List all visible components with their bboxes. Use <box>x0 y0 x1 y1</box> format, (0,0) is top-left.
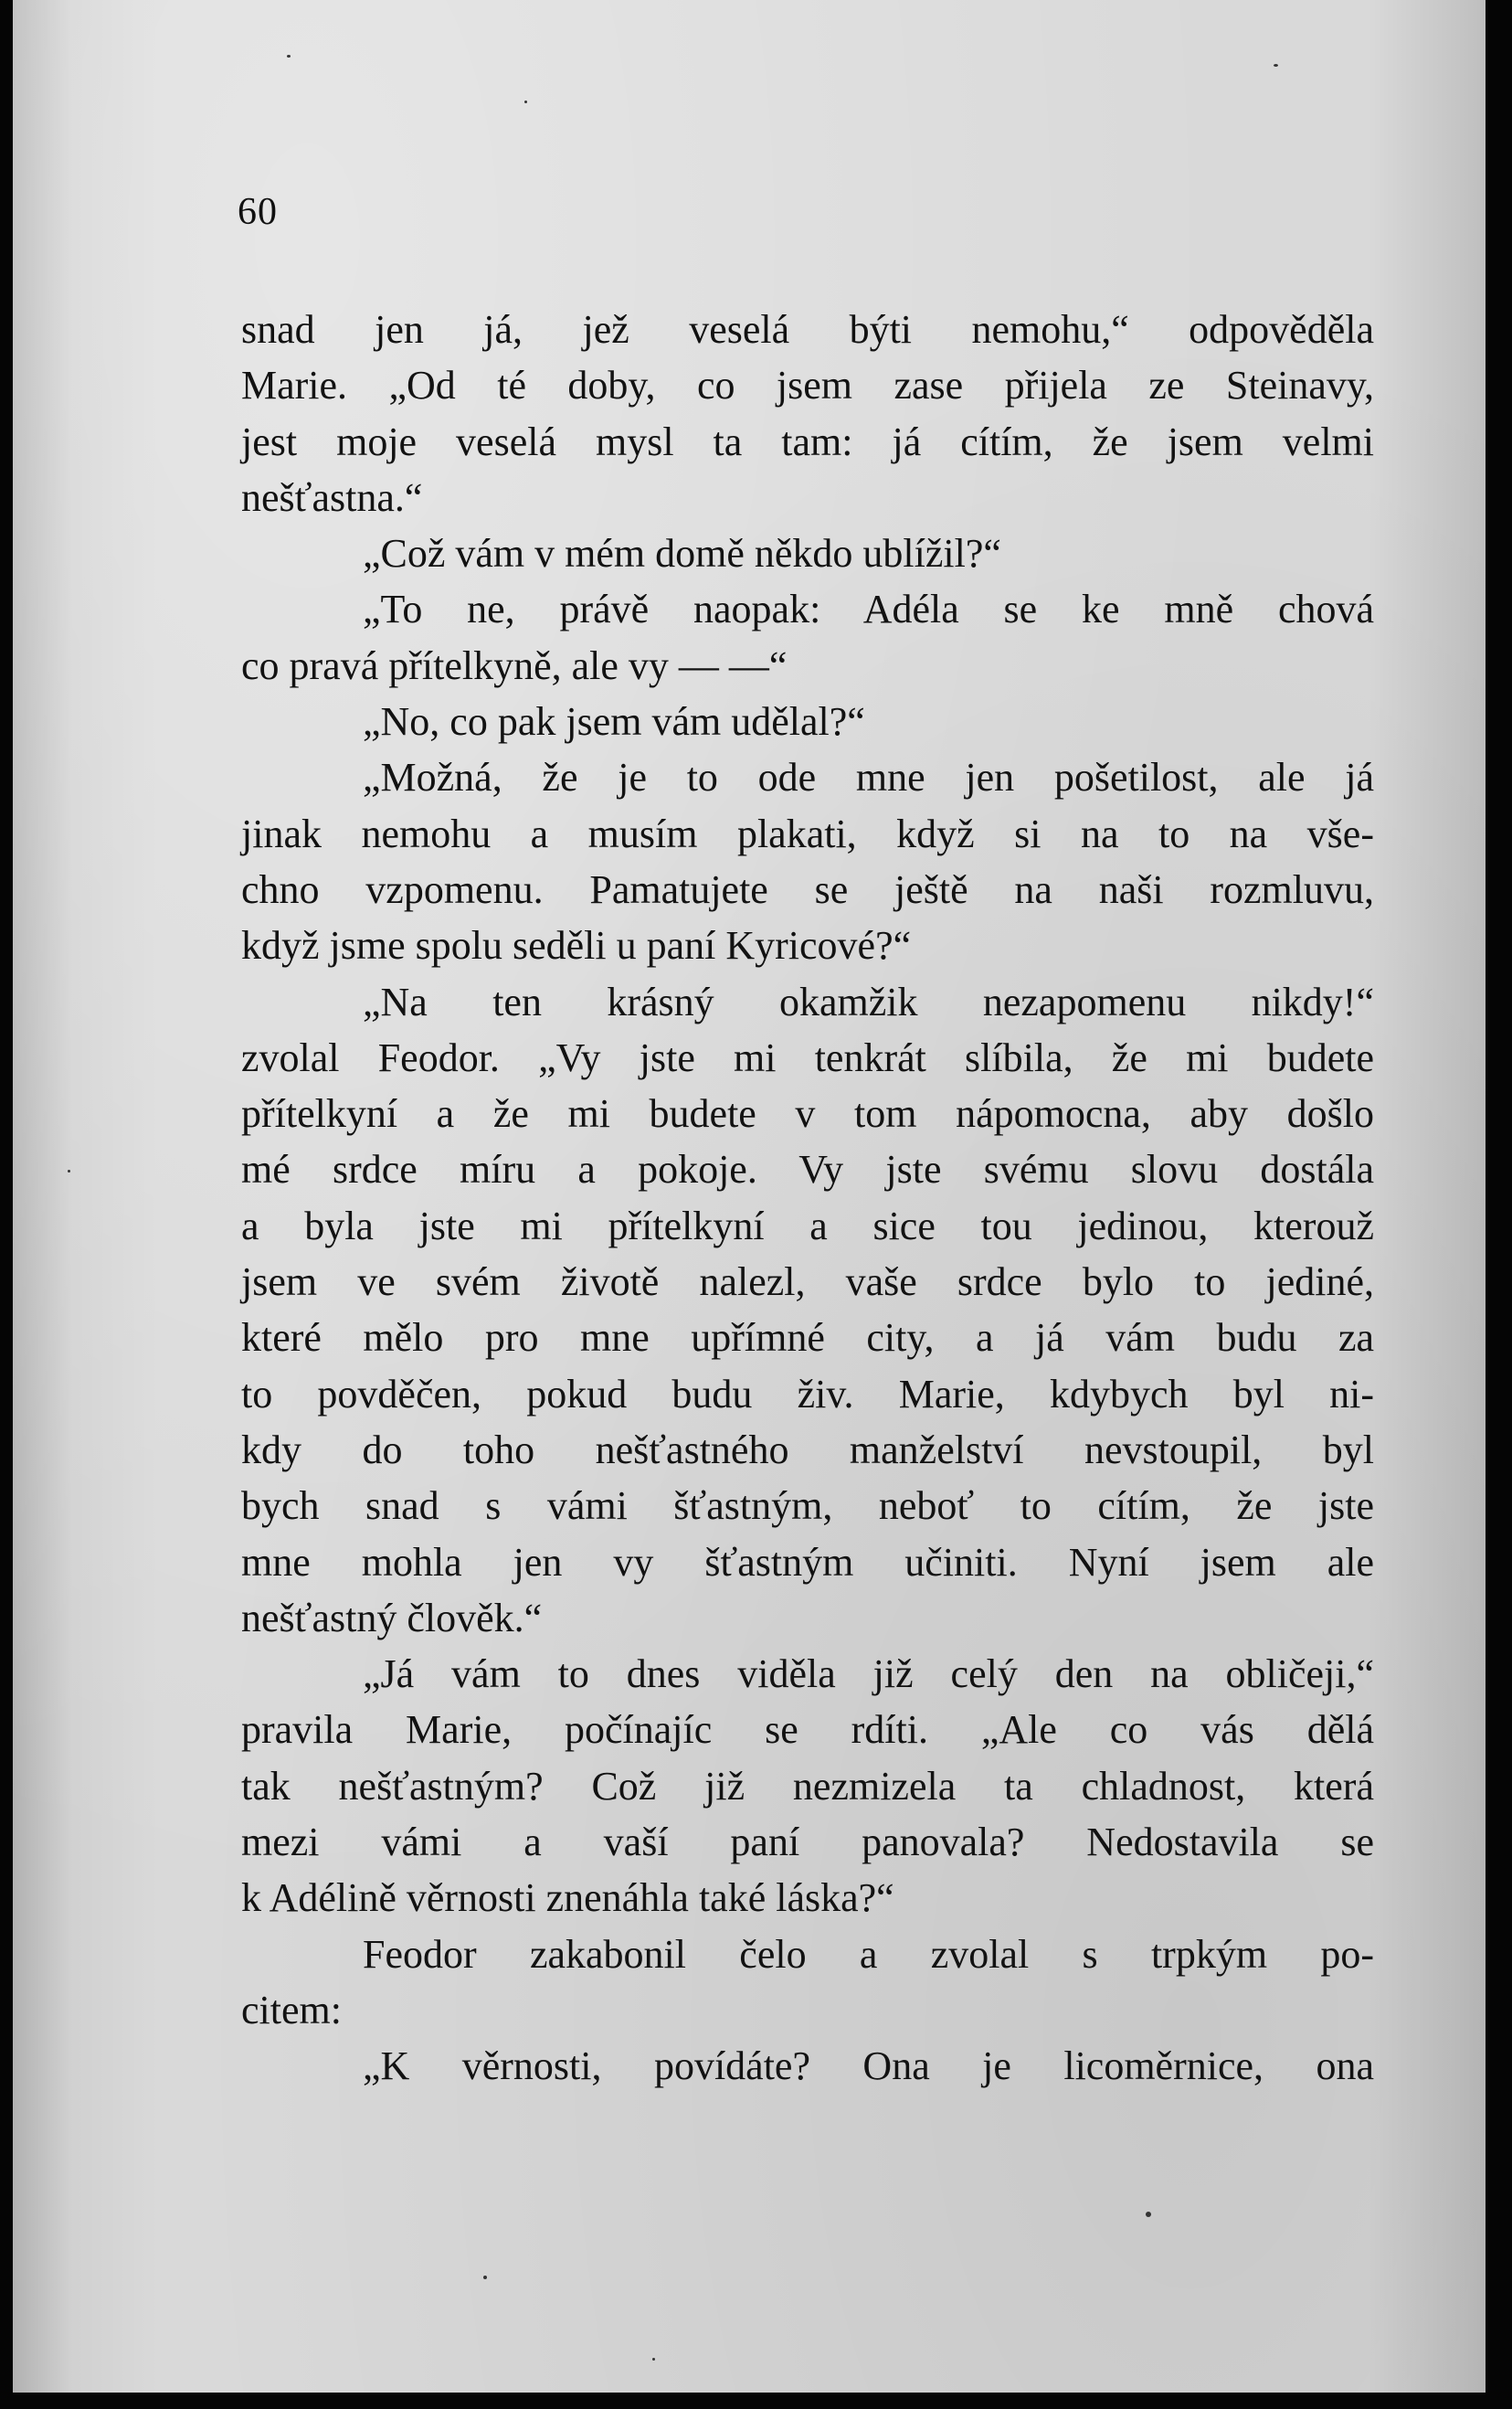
text-line: kdy do toho nešťastného manželství nevstoupil, byl <box>241 1427 1374 1472</box>
text-line: které mělo pro mne upřímné city, a já vám budu za <box>241 1315 1374 1361</box>
text-line: „K věrnosti, povídáte? Ona je licoměrnice, ona <box>363 2043 1374 2089</box>
text-line: citem: <box>241 1987 342 2032</box>
text-line: bych snad s vámi šťastným, neboť to cítím, že jste <box>241 1483 1374 1529</box>
paper-speck <box>1146 2212 1151 2217</box>
text-line: nešťastna.“ <box>241 474 423 520</box>
paper-speck <box>524 101 527 103</box>
paper-speck <box>287 55 291 58</box>
text-line: jsem ve svém životě nalezl, vaše srdce bylo to jediné, <box>241 1259 1374 1305</box>
text-line: „Já vám to dnes viděla již celý den na obličeji,“ <box>363 1651 1374 1697</box>
text-line: mne mohla jen vy šťastným učiniti. Nyní jsem ale <box>241 1539 1374 1585</box>
text-line: jest moje veselá mysl ta tam: já cítím, že jsem velmi <box>241 419 1374 464</box>
body-text <box>241 302 1374 2095</box>
page-number: 60 <box>238 191 278 233</box>
paper-speck <box>483 2276 487 2279</box>
paper-speck <box>652 2358 655 2361</box>
text-line: „Na ten krásný okamžik nezapomenu nikdy!“ <box>363 979 1374 1024</box>
text-line: mé srdce míru a pokoje. Vy jste svému slovu dostála <box>241 1147 1374 1193</box>
text-line: zvolal Feodor. „Vy jste mi tenkrát slíbila, že mi budete <box>241 1035 1374 1080</box>
text-line: tak nešťastným? Což již nezmizela ta chladnost, která <box>241 1763 1374 1809</box>
text-line: to povděčen, pokud budu živ. Marie, kdybych byl ni- <box>241 1371 1374 1417</box>
text-line: „No, co pak jsem vám udělal?“ <box>363 699 865 745</box>
text-line: Marie. „Od té doby, co jsem zase přijela ze Steinavy, <box>241 363 1374 409</box>
text-line: pravila Marie, počínajíc se rdíti. „Ale co vás dělá <box>241 1707 1374 1753</box>
text-line: když jsme spolu seděli u paní Kyricové?“ <box>241 923 912 969</box>
text-line: snad jen já, jež veselá býti nemohu,“ odpověděla <box>241 307 1374 352</box>
paper-speck <box>68 1170 70 1173</box>
text-line: „Což vám v mém domě někdo ublížil?“ <box>363 531 1001 577</box>
text-line: mezi vámi a vaší paní panovala? Nedostavila se <box>241 1820 1374 1865</box>
text-line: „To ne, právě naopak: Adéla se ke mně chová <box>363 587 1374 632</box>
text-line: jinak nemohu a musím plakati, když si na to na vše- <box>241 811 1374 856</box>
text-line: a byla jste mi přítelkyní a sice tou jedinou, kterouž <box>241 1203 1374 1248</box>
paper-speck <box>1274 64 1278 67</box>
text-line: Feodor zakabonil čelo a zvolal s trpkým po- <box>363 1931 1374 1977</box>
text-line: co pravá přítelkyně, ale vy — —“ <box>241 642 788 688</box>
text-line: „Možná, že je to ode mne jen pošetilost, ale já <box>363 755 1374 801</box>
book-page <box>13 0 1486 2393</box>
text-line: přítelkyní a že mi budete v tom nápomocna, aby došlo <box>241 1091 1374 1137</box>
text-line: chno vzpomenu. Pamatujete se ještě na naši rozmluvu, <box>241 866 1374 912</box>
text-line: k Adélině věrnosti znenáhla také láska?“ <box>241 1875 894 1921</box>
text-line: nešťastný člověk.“ <box>241 1595 543 1640</box>
